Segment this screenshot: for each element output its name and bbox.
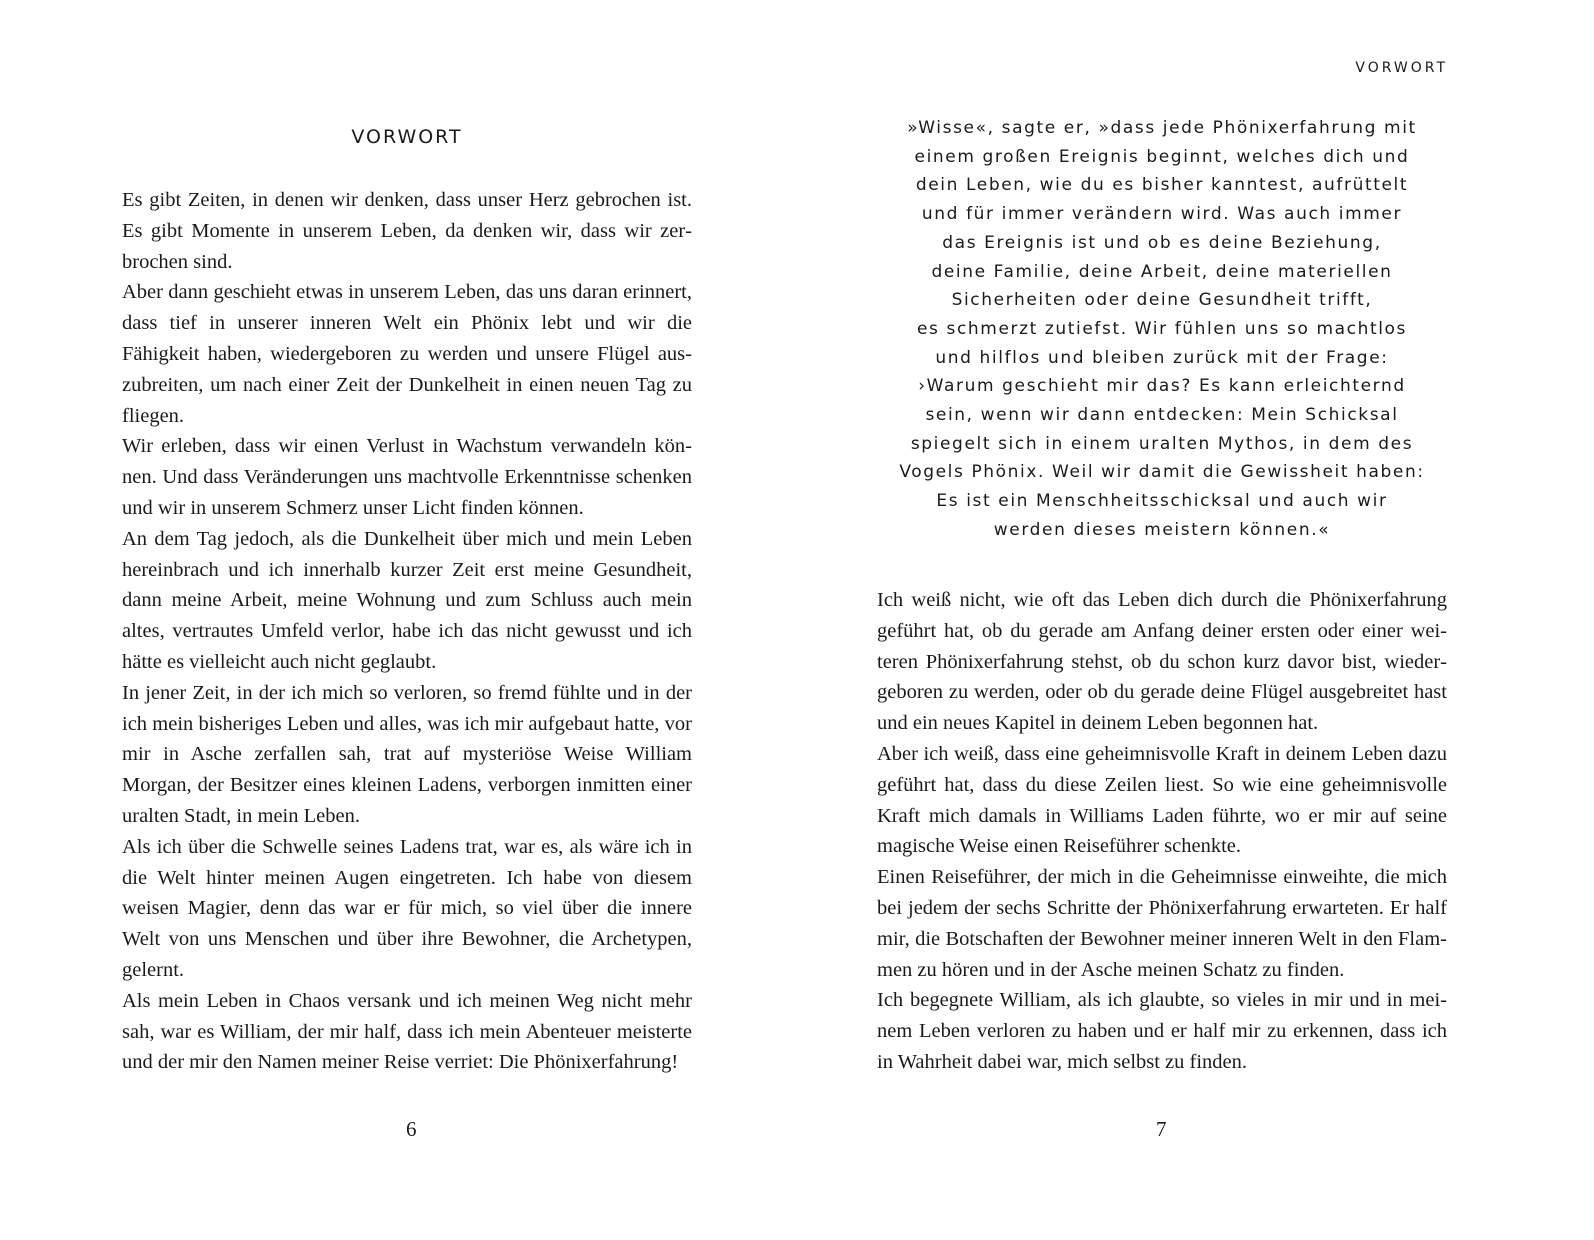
quote-line: und hilflos und bleiben zurück mit der Frage:: [935, 347, 1389, 368]
paragraph: Einen Reiseführer, der mich in die Geheimnisse einweihte, die mich bei jedem der sechs Schritte der Phönixerfahrung erwarteten. Er half mir, die Botschaften der Bewohner meiner inneren Welt in den Flammen zu hören und in der Asche meinen Schatz zu finden.: [877, 866, 1447, 981]
quote-line: dein Leben, wie du es bisher kanntest, aufrüttelt: [915, 175, 1409, 196]
left-body-text: [122, 185, 692, 1078]
quote-line: spiegelt sich in einem uralten Mythos, in dem des: [910, 433, 1414, 454]
quote-line: deine Familie, deine Arbeit, deine materiellen: [931, 261, 1393, 282]
quote-line: Es ist ein Menschheitsschicksal und auch wir: [936, 491, 1388, 512]
quote-line: Sicherheiten oder deine Gesundheit trifft,: [951, 290, 1373, 311]
paragraph: In jener Zeit, in der ich mich so verloren, so fremd fühlte und in der ich mein bisheriges Leben und alles, was ich mir aufgebaut hatte, vor mir in Asche zerfallen sah, trat auf mysteriöse Weise William Morgan, der Besitzer eines kleinen Ladens, verborgen inmitten einer uralten Stadt, in mein Leben.: [122, 681, 692, 827]
running-head: VORWORT: [1355, 60, 1448, 76]
paragraph: Aber ich weiß, dass eine geheimnisvolle Kraft in deinem Leben dazu geführt hat, dass du diese Zeilen liest. So wie eine geheimnisvolle Kraft mich damals in Williams Laden führte, wo er mir auf seine magische Weise einen Reiseführer schenkte.: [877, 742, 1447, 858]
right-page: [797, 0, 1594, 1240]
paragraph: Es gibt Zeiten, in denen wir denken, dass unser Herz gebrochen ist. Es gibt Momente in unserem Leben, da denken wir, dass wir zerbrochen sind.: [122, 189, 692, 273]
chapter-title: VORWORT: [351, 126, 463, 148]
paragraph: Als ich über die Schwelle seines Ladens trat, war es, als wäre ich in die Welt hinter meinen Augen eingetreten. Ich habe von diesem weisen Magier, denn das war er für mich, so viel über die innere Welt von uns Menschen und über ihre Bewohner, die Archetypen, gelernt.: [122, 835, 692, 981]
quote-line: ›Warum geschieht mir das? Es kann erleichternd: [918, 376, 1406, 397]
paragraph: Ich begegnete William, als ich glaubte, so vieles in mir und in meinem Leben verloren zu haben und er half mir zu erkennen, dass ich in Wahrheit dabei war, mich selbst zu finden.: [877, 989, 1447, 1073]
paragraph: Wir erleben, dass wir einen Verlust in Wachstum verwandeln können. Und dass Veränderungen uns machtvolle Erkenntnisse schenken und wir in unserem Schmerz unser Licht finden können.: [122, 435, 692, 519]
quote-line: sein, wenn wir dann entdecken: Mein Schicksal: [925, 405, 1399, 426]
quote-block: [867, 114, 1457, 545]
paragraph: Als mein Leben in Chaos versank und ich meinen Weg nicht mehr sah, war es William, der mir half, dass ich mein Abenteuer meisterte und der mir den Namen meiner Reise verriet: Die Phönixerfahrung!: [122, 989, 692, 1074]
quote-line: »Wisse«, sagte er, »dass jede Phönixerfahrung mit: [907, 118, 1417, 138]
page-number-right: 7: [1156, 1117, 1167, 1141]
quote-line: es schmerzt zutiefst. Wir fühlen uns so machtlos: [916, 318, 1408, 339]
page-number-left: 6: [406, 1117, 417, 1141]
paragraph: Ich weiß nicht, wie oft das Leben dich durch die Phönixerfahrung geführt hat, ob du gerade am Anfang deiner ersten oder einer weiteren Phönixerfahrung stehst, ob du schon kurz davor bist, wiedergeboren zu werden, oder ob du gerade deine Flügel ausgebreitet hast und ein neues Kapitel in deinem Leben begonnen hat.: [877, 589, 1447, 735]
quote-line: das Ereignis ist und ob es deine Beziehung,: [942, 232, 1382, 253]
paragraph: An dem Tag jedoch, als die Dunkelheit über mich und mein Leben hereinbrach und ich innerhalb kurzer Zeit erst meine Gesundheit, dann meine Arbeit, meine Wohnung und zum Schluss auch mein altes, vertrautes Umfeld verlor, habe ich das nicht gewusst und ich hätte es vielleicht auch nicht geglaubt.: [122, 527, 692, 673]
right-body-text: [877, 585, 1447, 1078]
quote-line: Vogels Phönix. Weil wir damit die Gewissheit haben:: [899, 462, 1425, 483]
quote-line: einem großen Ereignis beginnt, welches dich und: [914, 146, 1410, 167]
quote-line: werden dieses meistern können.«: [993, 519, 1331, 540]
quote-line: und für immer verändern wird. Was auch immer: [921, 204, 1403, 225]
paragraph: Aber dann geschieht etwas in unserem Leben, das uns daran erinnert, dass tief in unserer inneren Welt ein Phönix lebt und wir die Fähigkeit haben, wiedergeboren zu werden und unsere Flügel auszubreiten, um nach einer Zeit der Dunkelheit in einen neuen Tag zu fliegen.: [122, 281, 692, 427]
